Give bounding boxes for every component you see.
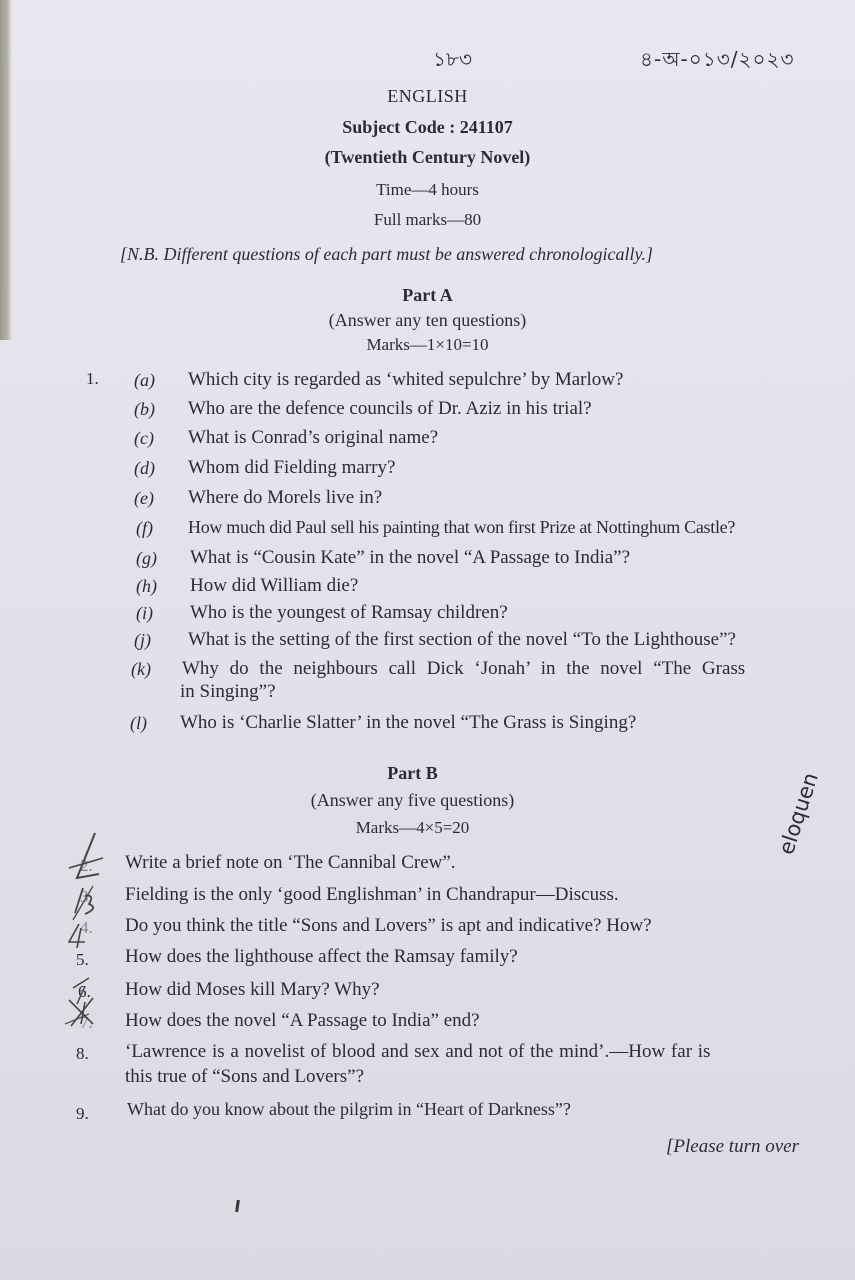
part-a-instruction: (Answer any ten questions) [328, 310, 527, 330]
question-number: 8. [76, 1044, 89, 1063]
question-text-continued: this true of “Sons and Lovers”? [125, 1066, 365, 1087]
q1-text: How did William die? [190, 575, 359, 596]
subject-title: ENGLISH [387, 86, 468, 106]
question-text: Write a brief note on ‘The Cannibal Crew”. [125, 852, 456, 873]
part-b-marks: Marks—4×5=20 [355, 818, 470, 837]
question-number: 6. [78, 982, 91, 1001]
q1-label: (f) [136, 518, 153, 538]
q1-label: (h) [136, 576, 157, 596]
question-number: 9. [76, 1104, 89, 1123]
q1-label: (k) [131, 659, 151, 679]
question-number-1: 1. [86, 369, 99, 388]
subject-code: Subject Code : 241107 [342, 117, 513, 137]
page-code: ১৮৩ [433, 47, 472, 71]
question-text: How does the lighthouse affect the Ramsay family? [125, 946, 518, 967]
paper-title: (Twentieth Century Novel) [324, 147, 531, 167]
q1-label: (e) [134, 488, 154, 508]
question-text: How does the novel “A Passage to India” end? [125, 1010, 480, 1031]
question-text: What do you know about the pilgrim in “Heart of Darkness”? [127, 1099, 571, 1119]
nb-note: [N.B. Different questions of each part must be answered chronologically.] [120, 244, 653, 264]
q1-text: Who is the youngest of Ramsay children? [190, 602, 508, 623]
q1-label: (a) [134, 370, 155, 390]
part-b-heading: Part B [387, 763, 438, 783]
q1-label: (d) [134, 458, 155, 478]
time-limit: Time—4 hours [376, 180, 479, 199]
q1-label: (g) [136, 548, 157, 568]
question-text: ‘Lawrence is a novelist of blood and sex and not of the mind’.—How far is [125, 1041, 711, 1062]
handwritten-watermark: eloquen [774, 769, 823, 858]
q1-label: (b) [134, 399, 155, 419]
part-a-heading: Part A [402, 285, 453, 305]
q1-text: How much did Paul sell his painting that won first Prize at Nottinghum Castle? [188, 517, 736, 537]
q1-label: (i) [136, 603, 153, 623]
question-text: Do you think the title “Sons and Lovers” is apt and indicative? How? [125, 915, 652, 936]
q1-text: Who is ‘Charlie Slatter’ in the novel “The Grass is Singing? [180, 712, 637, 733]
q1-text: Which city is regarded as ‘whited sepulchre’ by Marlow? [188, 369, 624, 390]
q1-text: Why do the neighbours call Dick ‘Jonah’ in the novel “The Grass [182, 658, 746, 679]
question-number: 2. [80, 856, 93, 875]
turn-over-note: [Please turn over [666, 1136, 799, 1157]
q1-label: (c) [134, 428, 154, 448]
question-number: 3. [80, 887, 93, 906]
question-text: How did Moses kill Mary? Why? [125, 979, 380, 1000]
q1-text: What is “Cousin Kate” in the novel “A Passage to India”? [190, 547, 631, 568]
q1-label: (j) [134, 630, 151, 650]
exam-code: ৪-অ-০১৩/২০২৩ [640, 47, 795, 71]
question-number: 4. [80, 918, 93, 937]
q1-text: Whom did Fielding marry? [188, 457, 396, 478]
full-marks: Full marks—80 [373, 210, 482, 229]
part-b-instruction: (Answer any five questions) [310, 790, 515, 810]
q1-label: (l) [130, 713, 147, 733]
q1-text: Where do Morels live in? [188, 487, 383, 508]
pencil-tick-marks [55, 828, 125, 1048]
q1-text: Who are the defence councils of Dr. Aziz in his trial? [188, 398, 592, 419]
q1-text-continued: in Singing”? [180, 681, 276, 702]
question-text: Fielding is the only ‘good Englishman’ in Chandrapur—Discuss. [125, 884, 619, 905]
question-number: 5. [76, 950, 89, 969]
question-number: 7. [80, 1013, 93, 1032]
q1-text: What is Conrad’s original name? [188, 427, 439, 448]
pencil-dot [235, 1200, 240, 1212]
q1-text: What is the setting of the first section of the novel “To the Lighthouse”? [188, 629, 736, 650]
part-a-marks: Marks—1×10=10 [366, 335, 489, 354]
